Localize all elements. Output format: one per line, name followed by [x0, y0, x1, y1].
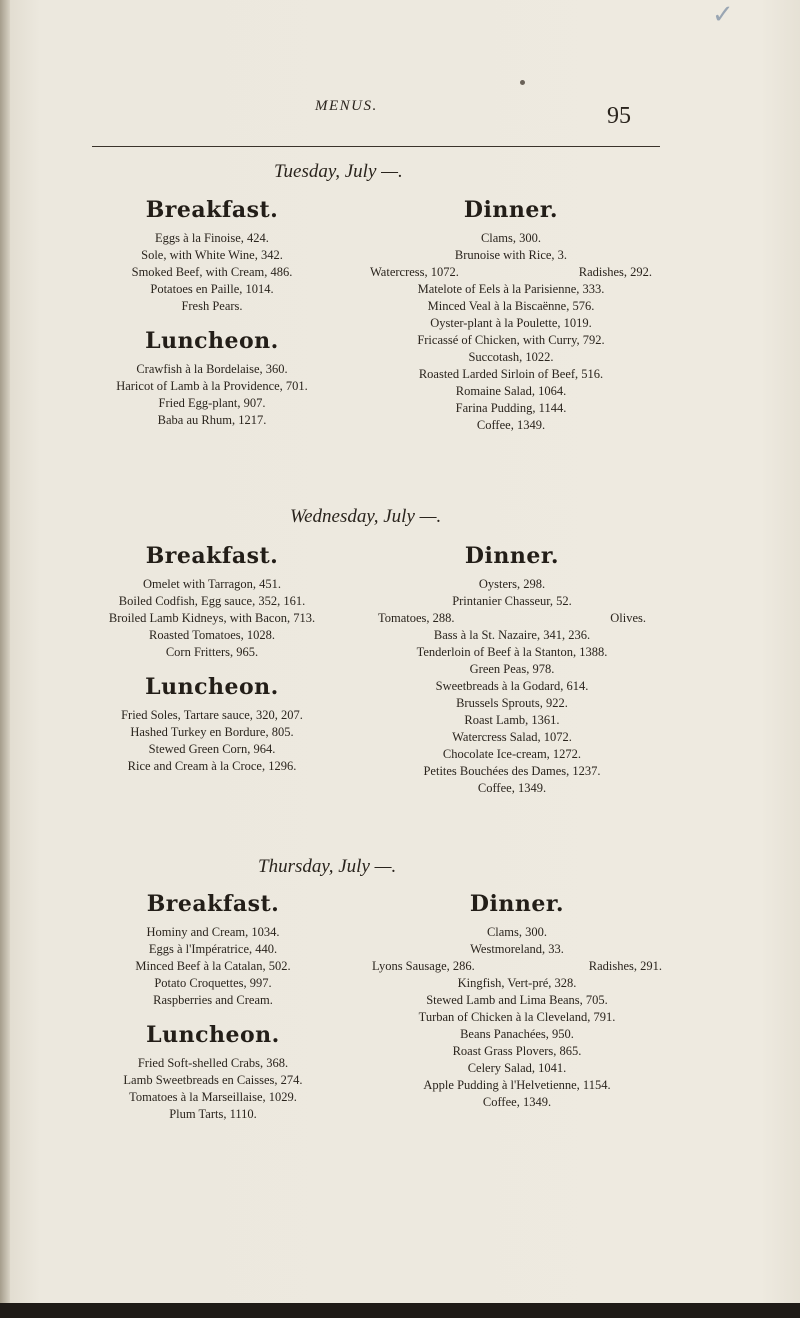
menu-item: Petites Bouchées des Dames, 1237. [423, 764, 601, 778]
menu-item: Crawfish à la Bordelaise, 360. [136, 362, 288, 376]
wednesday-left-column [96, 542, 328, 775]
menu-item: Turban of Chicken à la Cleveland, 791. [418, 1010, 616, 1024]
menu-item: Bass à la St. Nazaire, 341, 236. [433, 628, 591, 642]
menu-item: Rice and Cream à la Croce, 1296. [127, 759, 297, 773]
menu-item: Brussels Sprouts, 922. [456, 696, 568, 710]
breakfast-heading: Breakfast. [146, 891, 280, 917]
menu-item: Green Peas, 978. [469, 662, 555, 676]
day-title-thursday: Thursday, July —. [258, 856, 397, 877]
breakfast-heading: Breakfast. [145, 543, 279, 569]
menu-item: Stewed Lamb and Lima Beans, 705. [426, 993, 608, 1007]
menu-item: Farina Pudding, 1144. [455, 401, 567, 415]
menu-item: Radishes, 292. [578, 265, 652, 279]
menu-item: Clams, 300. [480, 231, 542, 245]
ink-dot [520, 80, 525, 85]
menu-item: Fried Soles, Tartare sauce, 320, 207. [121, 708, 303, 722]
page-binding-shadow [0, 0, 10, 1318]
menu-item: Sweetbreads à la Godard, 614. [435, 679, 589, 693]
scan-bottom-edge [0, 1303, 800, 1318]
menu-item: Stewed Green Corn, 964. [148, 742, 276, 756]
menu-item: Lamb Sweetbreads en Caisses, 274. [123, 1073, 303, 1087]
menu-item: Coffee, 1349. [476, 418, 546, 432]
corner-check-mark: ✓ [712, 0, 734, 30]
menu-item-pair [370, 264, 652, 281]
menu-item: Coffee, 1349. [477, 781, 547, 795]
menu-item-pair [378, 610, 646, 627]
menu-item: Hashed Turkey en Bordure, 805. [130, 725, 294, 739]
dinner-heading: Dinner. [463, 197, 559, 223]
running-title: MENUS. [315, 98, 378, 114]
menu-item: Oyster-plant à la Poulette, 1019. [430, 316, 592, 330]
menu-item: Brunoise with Rice, 3. [454, 248, 568, 262]
menu-item: Celery Salad, 1041. [467, 1061, 567, 1075]
luncheon-heading: Luncheon. [145, 674, 279, 700]
menu-item: Sole, with White Wine, 342. [141, 248, 283, 262]
menu-item: Eggs à l'Impératrice, 440. [148, 942, 278, 956]
menu-item: Matelote of Eels à la Parisienne, 333. [417, 282, 605, 296]
menu-item: Minced Beef à la Catalan, 502. [135, 959, 291, 973]
menu-item: Baba au Rhum, 1217. [157, 413, 267, 427]
menu-item: Printanier Chasseur, 52. [452, 594, 572, 608]
menu-item: Corn Fritters, 965. [165, 645, 259, 659]
day-title-wednesday: Wednesday, July —. [290, 506, 442, 527]
menu-item: Roast Grass Plovers, 865. [452, 1044, 582, 1058]
luncheon-heading: Luncheon. [145, 328, 279, 354]
menu-item: Chocolate Ice-cream, 1272. [442, 747, 582, 761]
menu-item: Roast Lamb, 1361. [464, 713, 560, 727]
menu-item: Kingfish, Vert-pré, 328. [457, 976, 577, 990]
menu-item: Broiled Lamb Kidneys, with Bacon, 713. [108, 611, 316, 625]
menu-item: Romaine Salad, 1064. [455, 384, 567, 398]
menu-item: Potatoes en Paille, 1014. [150, 282, 274, 296]
page-number: 95 [607, 103, 631, 129]
header-rule [92, 146, 660, 147]
menu-item: Roasted Larded Sirloin of Beef, 516. [418, 367, 604, 381]
tuesday-dinner-column [370, 196, 652, 434]
menu-item: Tomatoes à la Marseillaise, 1029. [129, 1090, 297, 1104]
menu-item: Westmoreland, 33. [470, 942, 564, 956]
thursday-left-column [108, 890, 318, 1123]
menu-item: Potato Croquettes, 997. [154, 976, 272, 990]
menu-item: Watercress, 1072. [370, 265, 459, 279]
menu-item: Minced Veal à la Biscaënne, 576. [427, 299, 595, 313]
menu-item: Hominy and Cream, 1034. [146, 925, 280, 939]
menu-item: Coffee, 1349. [482, 1095, 552, 1109]
menu-item: Tenderloin of Beef à la Stanton, 1388. [416, 645, 608, 659]
thursday-dinner-column [372, 890, 662, 1111]
menu-item: Fricassé of Chicken, with Curry, 792. [417, 333, 605, 347]
menu-item: Fresh Pears. [181, 299, 243, 313]
menu-item: Omelet with Tarragon, 451. [142, 577, 282, 591]
menu-item: Succotash, 1022. [468, 350, 554, 364]
menu-item: Radishes, 291. [588, 959, 662, 973]
menu-item: Boiled Codfish, Egg sauce, 352, 161. [118, 594, 306, 608]
menu-item: Beans Panachées, 950. [460, 1027, 574, 1041]
breakfast-heading: Breakfast. [145, 197, 279, 223]
tuesday-left-column [104, 196, 320, 429]
menu-item: Fried Soft-shelled Crabs, 368. [137, 1056, 289, 1070]
menu-item: Plum Tarts, 1110. [169, 1107, 257, 1121]
menu-item: Eggs à la Finoise, 424. [155, 231, 269, 245]
menu-item: Oysters, 298. [478, 577, 546, 591]
wednesday-dinner-column [378, 542, 646, 797]
menu-item: Smoked Beef, with Cream, 486. [131, 265, 293, 279]
menu-item: Tomatoes, 288. [378, 611, 455, 625]
menu-item-pair [372, 958, 662, 975]
menu-item: Olives. [610, 611, 646, 625]
menu-item: Lyons Sausage, 286. [372, 959, 475, 973]
menu-item: Haricot of Lamb à la Providence, 701. [116, 379, 308, 393]
menu-item: Roasted Tomatoes, 1028. [149, 628, 275, 642]
luncheon-heading: Luncheon. [146, 1022, 280, 1048]
menu-item: Clams, 300. [486, 925, 548, 939]
menu-item: Fried Egg-plant, 907. [158, 396, 266, 410]
dinner-heading: Dinner. [464, 543, 560, 569]
menu-item: Watercress Salad, 1072. [452, 730, 572, 744]
day-title-tuesday: Tuesday, July —. [274, 161, 403, 182]
dinner-heading: Dinner. [469, 891, 565, 917]
menu-item: Apple Pudding à l'Helvetienne, 1154. [423, 1078, 611, 1092]
menu-item: Raspberries and Cream. [153, 993, 273, 1007]
